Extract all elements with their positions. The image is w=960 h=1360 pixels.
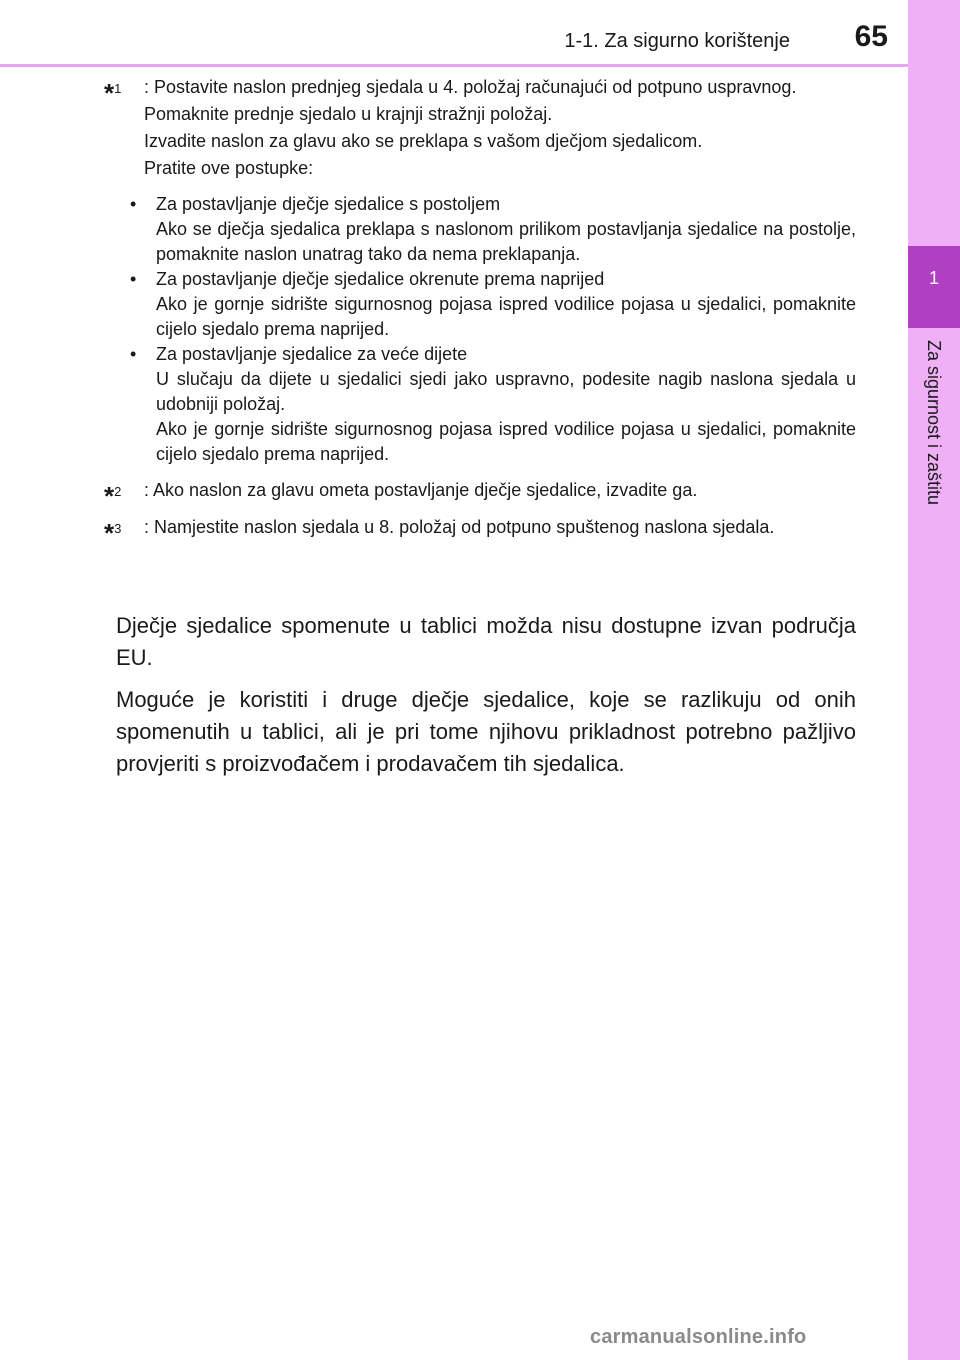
list-item-body: Ako je gornje sidrište sigurnosnog pojasa ispred vodilice pojasa u sjedalici, pomaknite cijelo sjedalo prema naprijed. <box>156 419 856 464</box>
footnote-text: : Ako naslon za glavu ometa postavljanje dječje sjedalice, izvadite ga. <box>144 480 698 500</box>
footnote-text: : Postavite naslon prednjeg sjedala u 4. položaj računajući od potpuno uspravnog. <box>144 77 797 97</box>
section-title: 1-1. Za sigurno korištenje <box>564 30 790 52</box>
footnote-1 <box>104 74 856 182</box>
footnote-text: Pomaknite prednje sjedalo u krajnji stražnji položaj. <box>144 104 553 124</box>
chapter-title: Za sigurnost i zaštitu <box>924 340 944 506</box>
body-text <box>116 610 856 790</box>
footnote-3 <box>104 514 856 548</box>
bullet-dot: • <box>130 194 137 214</box>
footnote-marker: *3 <box>104 518 122 548</box>
list-item <box>130 192 856 267</box>
bullet-dot: • <box>130 269 137 289</box>
page-number: 65 <box>854 20 888 53</box>
header-rule <box>0 64 908 67</box>
watermark: carmanualsonline.info <box>590 1326 807 1348</box>
bullet-dot: • <box>130 344 137 364</box>
procedure-list <box>104 192 856 467</box>
footnote-text: Izvadite naslon za glavu ako se preklapa s vašom dječjom sjedalicom. <box>144 131 703 151</box>
list-item-heading: Za postavljanje dječje sjedalice okrenute prema naprijed <box>156 269 605 289</box>
list-item-body: Ako je gornje sidrište sigurnosnog pojasa ispred vodilice pojasa u sjedalici, pomaknite cijelo sjedalo prema naprijed. <box>156 294 856 339</box>
footnote-text: Pratite ove postupke: <box>144 158 314 178</box>
list-item-body: Ako se dječja sjedalica preklapa s naslonom prilikom postavljanja sjedalice na postolje, pomaknite naslon unatrag tako da nema preklapanja. <box>156 219 856 264</box>
footnote-text: : Namjestite naslon sjedala u 8. položaj od potpuno spuštenog naslona sjedala. <box>144 517 775 537</box>
page-header <box>0 0 908 66</box>
footnote-marker: *1 <box>104 78 122 108</box>
list-item-heading: Za postavljanje sjedalice za veće dijete <box>156 344 468 364</box>
list-item <box>130 267 856 342</box>
list-item-heading: Za postavljanje dječje sjedalice s postoljem <box>156 194 501 214</box>
paragraph: Dječje sjedalice spomenute u tablici možda nisu dostupne izvan područja EU. <box>116 613 856 670</box>
footnotes <box>104 74 856 551</box>
chapter-side-strip <box>908 0 960 1360</box>
paragraph: Moguće je koristiti i druge dječje sjedalice, koje se razlikuju od onih spomenutih u tablici, ali je pri tome njihovu prikladnost potrebno pažljivo provjeriti s proizvođačem i prodavačem tih sjedalica. <box>116 687 856 776</box>
footnote-marker: *2 <box>104 481 122 511</box>
list-item <box>130 342 856 467</box>
chapter-tab <box>908 246 960 328</box>
list-item-body: U slučaju da dijete u sjedalici sjedi jako uspravno, podesite nagib naslona sjedala u udobniji položaj. <box>156 369 856 414</box>
chapter-number: 1 <box>928 268 939 288</box>
footnote-2 <box>104 477 856 511</box>
